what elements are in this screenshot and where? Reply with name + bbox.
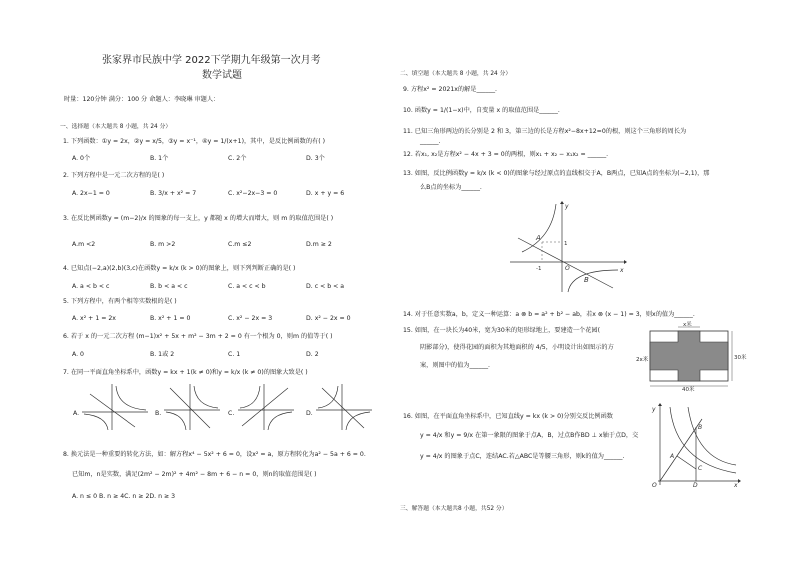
svg-text:B: B	[584, 276, 589, 284]
question-16-line2: y = 4/x 和y = 9/x 在第一象限的图象于点A，B，过点B作BD ⊥ x轴于点D，交	[420, 432, 639, 439]
q3-option-c: C.m ≤2	[228, 241, 252, 248]
figure-16	[650, 403, 742, 488]
q5-option-c: C. x² − 2x = 3	[228, 315, 273, 322]
q4-option-b: B. b < a < c	[150, 283, 188, 290]
question-8-part2: 已知m，n是实数，满足(2m² − 2m)² + 4m² − 8m + 6 − n = 0，则n的取值范围是( )	[72, 471, 317, 478]
question-13: 13. 如图，反比例函数y = k/x (k < 0)的图象与经过原点的直线相交于A，B两点，已知A点的坐标为(−2,1)，那	[403, 170, 710, 177]
section-2-heading: 二、填空题（本大题共 8 小题，共 24 分）	[400, 71, 512, 77]
q7-option-c: C.	[228, 410, 235, 417]
q6-option-a: A. 0	[72, 351, 84, 358]
question-12: 12. 若x₁, x₂是方程x² − 4x + 3 = 0的两根，则x₁ + x₂ − x₁x₂ = ______.	[403, 151, 609, 158]
q1-option-a: A. 0个	[72, 155, 91, 162]
q5-option-a: A. x² + 1 = 2x	[72, 315, 116, 322]
q2-option-b: B. 3/x + x² = 7	[150, 190, 197, 197]
q7-graph-d	[314, 382, 374, 432]
svg-text:x: x	[734, 482, 738, 489]
q2-option-d: D. x + y = 6	[306, 190, 345, 197]
q7-graph-c	[236, 382, 296, 432]
fig15-top-label: x米	[683, 322, 692, 328]
q1-option-c: C. 2个	[228, 155, 247, 162]
q7-option-d: D.	[306, 410, 313, 417]
q6-option-c: C. 1	[228, 351, 241, 358]
q7-graph-b	[162, 382, 222, 432]
question-15-line2: 阴影部分)，使得花园的面积为其地面积的 4/5，小明设计出如图示的方	[420, 344, 614, 351]
question-13-cont: 么B点的坐标为______.	[420, 184, 482, 191]
svg-text:1: 1	[564, 241, 568, 247]
svg-text:C: C	[698, 465, 703, 472]
question-1: 1. 下列函数：①y = 2x，②y = x/5，③y = x⁻¹，④y = 1/(x+1)，其中，是反比例函数的有( )	[63, 138, 326, 145]
question-2: 2. 下列方程中是一元二次方程的是( )	[63, 172, 165, 179]
q1-option-b: B. 1个	[150, 155, 169, 162]
q6-option-b: B. 1或 2	[150, 351, 175, 358]
q7-option-a: A.	[73, 410, 80, 417]
q4-option-c: C. a < c < b	[228, 283, 266, 290]
q3-option-d: D.m ≥ 2	[306, 241, 332, 248]
question-6: 6. 若于 x 的一元二次方程 (m−1)x² + 5x + m² − 3m + 2 = 0 有一个根为 0，则m 的值等于( )	[63, 333, 333, 340]
svg-text:-1: -1	[536, 266, 542, 272]
q3-option-a: A.m <2	[72, 241, 96, 248]
q2-option-c: C. x²−2x−3 = 0	[228, 190, 278, 197]
exam-info: 时量：120分钟 满分：100 分 命题人：李晓琳 审题人：	[64, 96, 220, 103]
exam-title: 张家界市民族中学 2022下学期九年级第一次月考	[102, 55, 321, 66]
q7-graph-a	[80, 382, 150, 432]
q5-option-d: D. x² − 2x = 0	[306, 315, 351, 322]
question-16-line1: 16. 如图，在平面直角坐标系中，已知直线y = kx (k > 0)分别交反比例函数	[403, 413, 613, 420]
q2-option-a: A. 2x−1 = 0	[72, 190, 110, 197]
svg-text:O: O	[652, 482, 657, 489]
svg-text:A: A	[536, 234, 541, 242]
section-1-heading: 一、选择题（本大题共 8 小题，共 24 分）	[60, 124, 172, 130]
q6-option-d: D. 2	[306, 351, 319, 358]
question-15-line3: 案，则图中的值为______.	[420, 362, 491, 369]
q4-option-d: D. c < b < a	[306, 283, 345, 290]
exam-subtitle: 数学试题	[202, 70, 242, 81]
svg-text:y: y	[652, 406, 656, 413]
q3-option-b: B. m >2	[150, 241, 176, 248]
question-14: 14. 对于任意实数a，b，定义一种运算：a ⊗ b = a² + b² − ab，若x ⊗ (x − 1) = 3，则x的值为______.	[403, 311, 695, 318]
figure-15-garden	[650, 322, 750, 393]
question-11-blank: ______.	[420, 138, 441, 145]
question-7: 7. 在同一平面直角坐标系中，函数y = kx + 1(k ≠ 0)和y = k/x (k ≠ 0)的图象大致是( )	[63, 369, 308, 376]
q5-option-b: B. x² + 1 = 0	[150, 315, 191, 322]
svg-text:D: D	[693, 482, 698, 489]
section-3-heading: 三、解答题（本大题共8 小题，共52 分）	[400, 506, 508, 512]
fig15-left-label: 2x米	[636, 357, 649, 363]
q4-option-a: A. a < b < c	[72, 283, 110, 290]
svg-text:O: O	[565, 265, 570, 272]
svg-text:x: x	[620, 267, 624, 274]
q1-option-d: D. 3个	[306, 155, 325, 162]
question-11: 11. 已知三角形两边的长分别是 2 和 3，第三边的长是方程x²−8x+12=0的根，则这个三角形的周长为	[403, 128, 687, 135]
fig15-right-label: 30米	[734, 355, 747, 361]
question-3: 3. 在反比例函数y = (m−2)/x 的图象的每一支上，y 都随 x 的增大而增大，则 m 的取值范围是( )	[63, 215, 334, 222]
fig15-bottom-label: 40米	[682, 387, 695, 393]
question-8-part1: 8. 换元法是一种重要的转化方法，如：解方程x⁴ − 5x² + 6 = 0，设x² = a，原方程转化为a² − 5a + 6 = 0.	[63, 451, 366, 458]
question-16-line3: y = 4/x 的图象于点C，连结AC.若△ABC是等腰三角形，则k的值为______.	[420, 453, 625, 460]
q8-options: A. n ≤ 0 B. n ≥ 4C. n ≥ 2D. n ≥ 3	[72, 493, 176, 500]
q7-option-b: B.	[155, 410, 162, 417]
question-4: 4. 已知点(−2,a)(2,b)(3,c)在函数y = k/x (k > 0)的图象上，则下列判断正确的是( )	[63, 265, 296, 272]
question-9: 9. 方程x² = 2021x的解是______.	[403, 86, 498, 93]
figure-13	[508, 200, 628, 295]
question-15-line1: 15. 如图，在一块长为40米，宽为30米的矩形绿地上，要建造一个花园(	[403, 327, 601, 334]
question-5: 5. 下列方程中，有两个相等实数根的是( )	[63, 298, 177, 305]
question-10: 10. 函数y = 1/(1−x)中，自变量 x 的取值范围是______.	[403, 107, 560, 114]
svg-text:y: y	[565, 203, 569, 210]
svg-text:A: A	[670, 453, 675, 460]
svg-text:B: B	[698, 424, 703, 431]
